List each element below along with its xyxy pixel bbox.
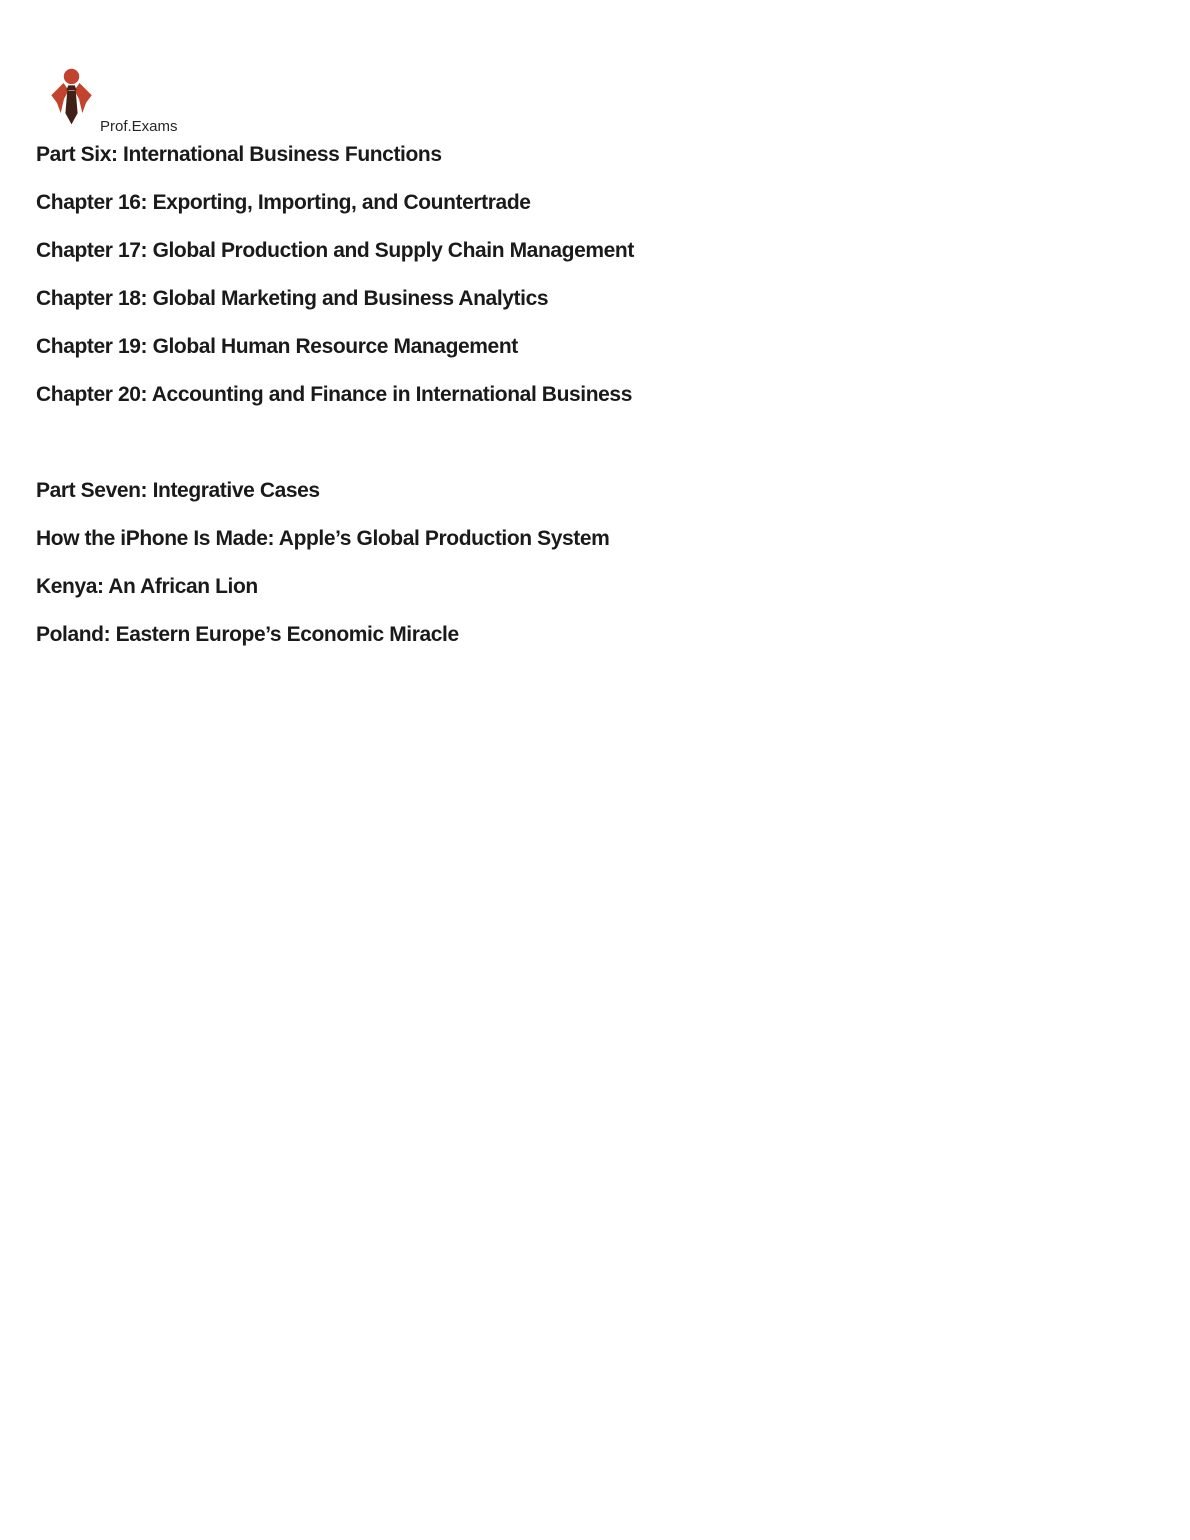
brand-name: Prof.Exams [100, 118, 178, 135]
logo-head-shape [64, 69, 79, 84]
logo-tie-knot-shape [66, 85, 76, 90]
chapter-18-line: Chapter 18: Global Marketing and Business Analytics [36, 287, 549, 310]
businessman-icon [48, 66, 95, 132]
chapter-19-line: Chapter 19: Global Human Resource Management [36, 335, 518, 358]
chapter-20-line: Chapter 20: Accounting and Finance in International Business [36, 383, 632, 406]
part-seven-heading: Part Seven: Integrative Cases [36, 479, 320, 502]
part-six-heading: Part Six: International Business Functions [36, 143, 442, 166]
logo-tie-body-shape [65, 91, 77, 124]
chapter-17-line: Chapter 17: Global Production and Supply Chain Management [36, 239, 634, 262]
chapter-16-line: Chapter 16: Exporting, Importing, and Countertrade [36, 191, 531, 214]
case-poland-line: Poland: Eastern Europe’s Economic Miracle [36, 623, 459, 646]
table-of-contents [36, 143, 1136, 671]
case-iphone-line: How the iPhone Is Made: Apple’s Global Production System [36, 527, 610, 550]
case-kenya-line: Kenya: An African Lion [36, 575, 258, 598]
